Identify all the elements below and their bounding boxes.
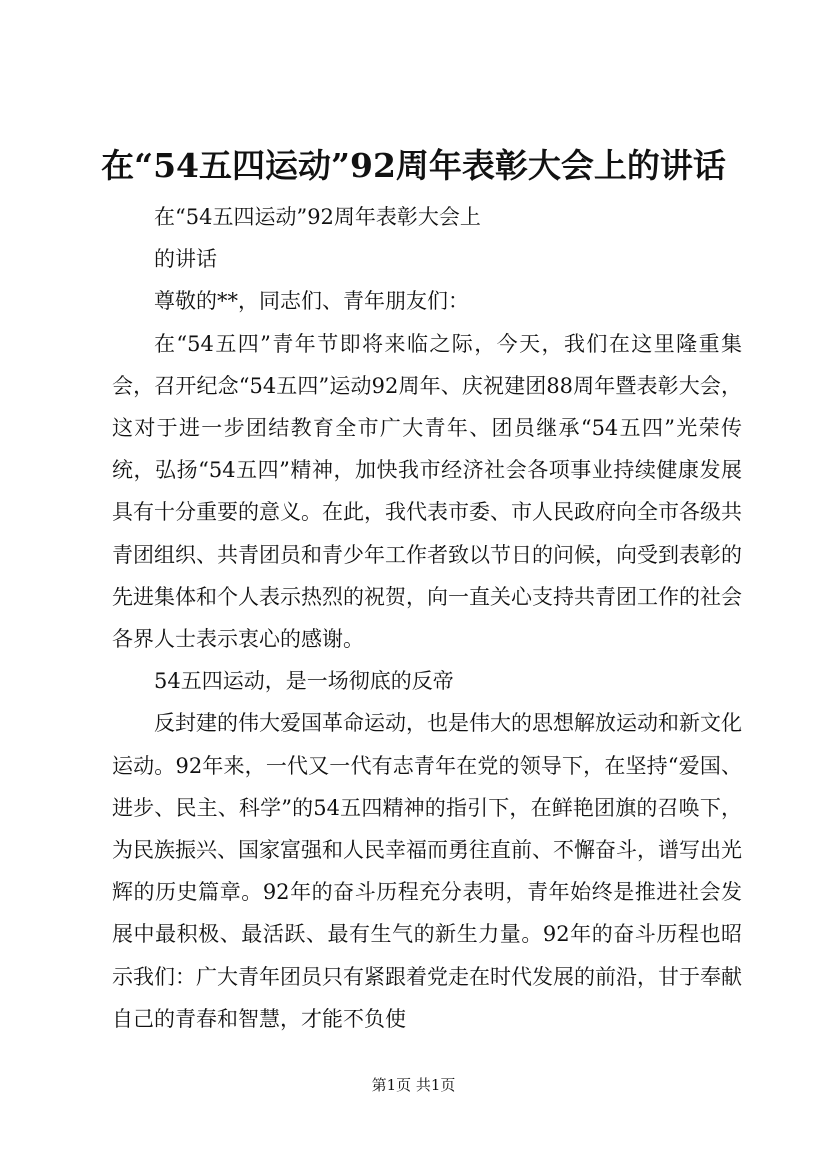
- document-body: [112, 196, 742, 1040]
- subtitle-line-1: 在“54五四运动”92周年表彰大会上: [154, 205, 481, 229]
- subtitle-line-2: 的讲话: [154, 247, 217, 272]
- paragraph-3: 反封建的伟大爱国革命运动，也是伟大的思想解放运动和新文化运动。92年来，一代又一代有志青年在党的领导下，在坚持“爱国、进步、民主、科学”的54五四精神的指引下，在鲜艳团旗的召唤下，为民族振兴、国家富强和人民幸福而勇往直前、不懈奋斗，谱写出光辉的历史篇章。92年的奋斗历程充分表明，青年始终是推进社会发展中最积极、最活跃、最有生气的新生力量。92年的奋斗历程也昭示我们：广大青年团员只有紧跟着党走在时代发展的前沿，甘于奉献自己的青春和智慧，才能不负使: [112, 711, 742, 1031]
- document-title: 在“54五四运动”92周年表彰大会上的讲话: [101, 146, 726, 185]
- paragraph-1: 在“54五四”青年节即将来临之际，今天，我们在这里隆重集会，召开纪念“54五四”运动92周年、庆祝建团88周年暨表彰大会，这对于进一步团结教育全市广大青年、团员继承“54五四”光荣传统，弘扬“54五四”精神，加快我市经济社会各项事业持续健康发展具有十分重要的意义。在此，我代表市委、市人民政府向全市各级共青团组织、共青团员和青少年工作者致以节日的问候，向受到表彰的先进集体和个人表示热烈的祝贺，向一直关心支持共青团工作的社会各界人士表示衷心的感谢。: [112, 331, 742, 652]
- page-footer: 第1页 共1页: [371, 1076, 456, 1094]
- salutation: 尊敬的**，同志们、青年朋友们：: [154, 289, 469, 314]
- paragraph-2: 54五四运动，是一场彻底的反帝: [154, 669, 454, 694]
